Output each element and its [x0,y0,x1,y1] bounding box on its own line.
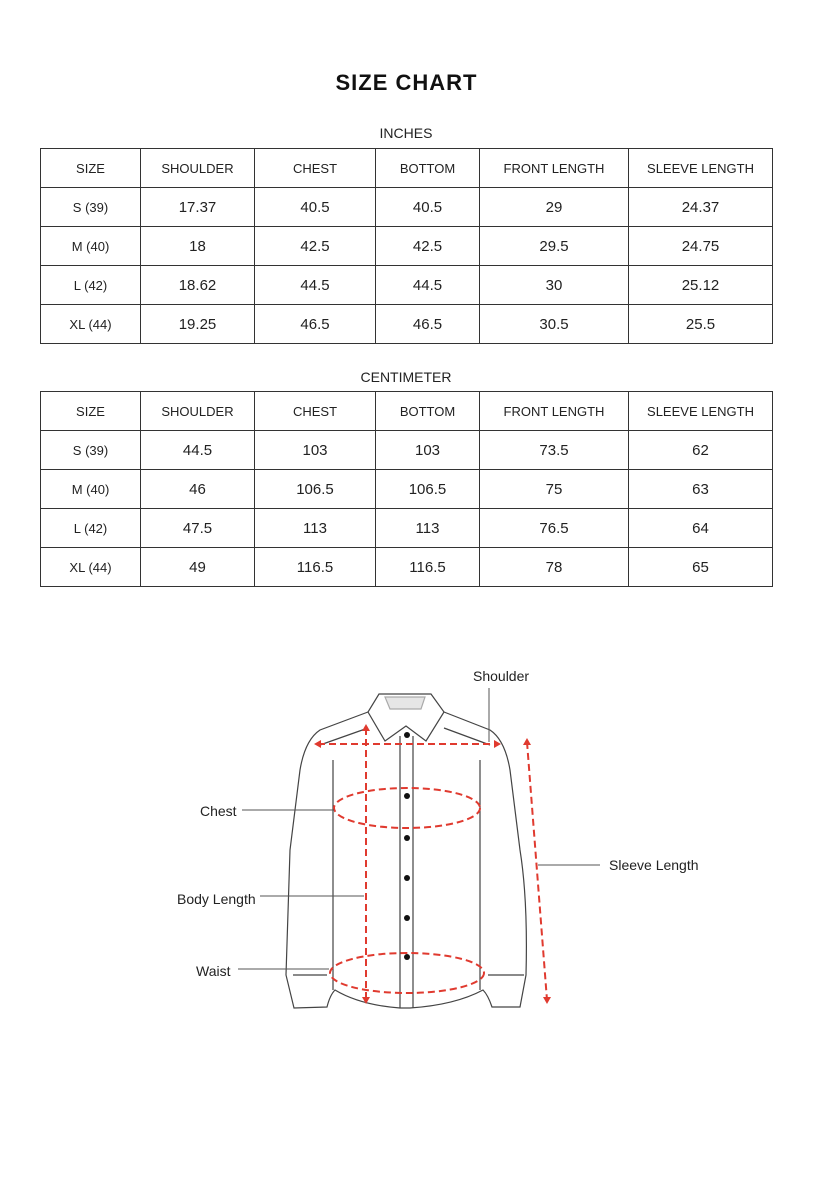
sleeve-length-label: Sleeve Length [609,857,699,873]
column-header: SIZE [41,392,141,431]
table-cell: 116.5 [255,548,376,587]
table-cell: 29 [480,188,629,227]
table-cell: S (39) [41,188,141,227]
table-cell: 40.5 [255,188,376,227]
column-header: CHEST [255,392,376,431]
table-cell: 63 [629,470,773,509]
table-cell: 46.5 [255,305,376,344]
shirt-outline [286,694,526,1008]
table-cell: 44.5 [376,266,480,305]
table-cell: 44.5 [255,266,376,305]
table-cell: 103 [376,431,480,470]
table-cell: 24.75 [629,227,773,266]
table-cell: 116.5 [376,548,480,587]
table-cell: L (42) [41,509,141,548]
table-cell: 24.37 [629,188,773,227]
column-header: FRONT LENGTH [480,392,629,431]
sleeve-length-measure [527,742,547,1000]
table-cell: 106.5 [255,470,376,509]
table-cell: 46 [141,470,255,509]
column-header: BOTTOM [376,392,480,431]
buttons [404,732,410,960]
table-cell: M (40) [41,470,141,509]
table-cell: 76.5 [480,509,629,548]
table-cell: 47.5 [141,509,255,548]
table-cell: 18 [141,227,255,266]
waist-label: Waist [196,963,231,979]
table-cell: 25.5 [629,305,773,344]
table-cell: S (39) [41,431,141,470]
table-cell: 113 [376,509,480,548]
table-cell: 64 [629,509,773,548]
column-header: SLEEVE LENGTH [629,392,773,431]
table-cell: 42.5 [255,227,376,266]
centimeter-caption: CENTIMETER [360,369,452,385]
column-header: SLEEVE LENGTH [629,149,773,188]
table-cell: 106.5 [376,470,480,509]
table-cell: 25.12 [629,266,773,305]
table-cell: 62 [629,431,773,470]
table-cell: L (42) [41,266,141,305]
table-cell: 65 [629,548,773,587]
table-cell: 103 [255,431,376,470]
column-header: CHEST [255,149,376,188]
table-cell: 44.5 [141,431,255,470]
table-cell: 29.5 [480,227,629,266]
table-cell: 49 [141,548,255,587]
table-cell: 30.5 [480,305,629,344]
column-header: BOTTOM [376,149,480,188]
column-header: FRONT LENGTH [480,149,629,188]
table-cell: 73.5 [480,431,629,470]
column-header: SHOULDER [141,392,255,431]
table-cell: 17.37 [141,188,255,227]
measure-lines [318,728,547,1000]
column-header: SIZE [41,149,141,188]
table-cell: 40.5 [376,188,480,227]
table-cell: XL (44) [41,548,141,587]
table-cell: 46.5 [376,305,480,344]
body-length-label: Body Length [177,891,256,907]
inches-caption: INCHES [379,125,433,141]
table-cell: 42.5 [376,227,480,266]
table-cell: 78 [480,548,629,587]
shoulder-label: Shoulder [473,668,530,684]
table-cell: 113 [255,509,376,548]
table-cell: 30 [480,266,629,305]
table-cell: XL (44) [41,305,141,344]
table-cell: 18.62 [141,266,255,305]
column-header: SHOULDER [141,149,255,188]
table-cell: 75 [480,470,629,509]
page-title: SIZE CHART [335,70,478,95]
chest-label: Chest [200,803,237,819]
table-cell: 19.25 [141,305,255,344]
table-cell: M (40) [41,227,141,266]
